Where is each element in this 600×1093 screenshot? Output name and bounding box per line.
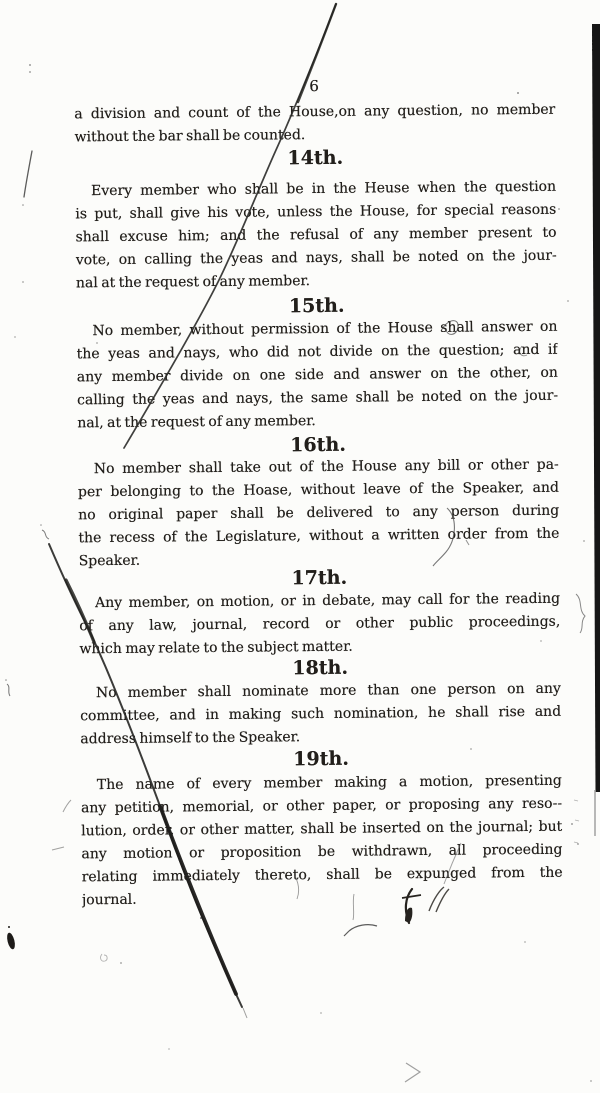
text-line: any petition, memorial, or other paper, or proposing any reso-- — [80, 795, 563, 817]
text-block — [73, 0, 564, 1093]
text-line: the recess of the Legislature, without a written order from the — [78, 525, 560, 547]
text-line: Any member, on motion, or in debate, may call for the reading — [94, 590, 561, 612]
section-heading: 16th. — [290, 433, 346, 457]
ink-blot — [6, 932, 17, 950]
paragraph-intro — [74, 99, 555, 150]
section-heading: 17th. — [291, 566, 348, 590]
scratch-dot — [22, 204, 24, 206]
text-line: any member divide on one side and answer on the other, on — [76, 364, 558, 386]
right-margin-dashes — [574, 800, 579, 843]
text-line: no original paper shall be delivered to any person during — [78, 502, 560, 524]
margin-tick — [63, 800, 71, 812]
text-line: which may relate to the subject matter. — [79, 638, 353, 658]
section-heading: 15th. — [288, 294, 345, 318]
section-heading: 19th. — [293, 747, 350, 771]
text-line: Every member who shall be in the Heuse when the question — [91, 178, 557, 200]
text-line: any motion or proposition be withdrawn, all proceeding — [81, 841, 563, 863]
text-line: is put, shall give his vote, unless the House, for special reasons — [75, 201, 557, 223]
left-margin-scratch — [24, 151, 32, 197]
margin-squiggle-2-dot — [40, 524, 42, 526]
text-line: Speaker. — [78, 552, 141, 570]
section-paragraph — [75, 176, 557, 296]
page-number: 6 — [309, 76, 320, 96]
ink-blot-dot — [8, 926, 10, 928]
text-line: committee, and in making such nomination, he shall rise and — [80, 703, 562, 725]
text-line: the yeas and nays, who did not divide on the question; and if — [76, 341, 558, 363]
section-heading: 14th. — [287, 146, 344, 170]
text-line: vote, on calling the yeas and nays, shall be noted on the jour- — [75, 247, 557, 269]
section-heading: 18th. — [292, 656, 349, 680]
margin-dash — [52, 847, 64, 850]
margin-squiggle — [7, 684, 10, 696]
section-paragraph — [78, 454, 560, 574]
text-line: No member shall take out of the House any bill or other pa- — [93, 456, 559, 478]
section-paragraph — [79, 588, 561, 662]
section-paragraph — [80, 678, 562, 752]
text-line: without the bar shall be counted. — [74, 127, 306, 146]
section-paragraph — [76, 316, 558, 436]
text-line: The name of every member making a motion, presenting — [96, 772, 562, 794]
text-line: of any law, journal, record or other public proceedings, — [79, 613, 561, 635]
margin-squiggle-2 — [42, 530, 49, 539]
text-line: nal, at the request of any member. — [77, 413, 316, 432]
text-line: lution, order, or other matter, shall be inserted on the journal; but — [81, 818, 563, 840]
text-line: calling the yeas and nays, the same shall be noted on the jour- — [77, 387, 559, 409]
margin-squiggle-dot — [5, 679, 7, 681]
text-line: address himself to the Speaker. — [80, 729, 301, 748]
text-line: journal. — [81, 891, 137, 909]
text-line: shall excuse him; and the refusal of any member present to — [75, 224, 557, 246]
scan-noise-speckles — [0, 0, 2, 2]
black-edge-strip — [590, 24, 600, 792]
text-line: nal at the request of any member. — [75, 273, 311, 292]
edge-strip-tail — [594, 790, 596, 836]
text-line: per belonging to the Hoase, without leave of the Speaker, and — [77, 479, 560, 501]
brace-mark — [576, 594, 585, 633]
text-line: a division and count of the House,on any question, no member — [74, 101, 556, 123]
text-line: No member shall nominate more than one person on any — [95, 680, 561, 702]
section-paragraph — [81, 770, 563, 913]
text-line: relating immediately thereto, shall be expunged from the — [81, 864, 563, 886]
text-line: No member, without permission of the House shall answer on — [92, 318, 558, 340]
